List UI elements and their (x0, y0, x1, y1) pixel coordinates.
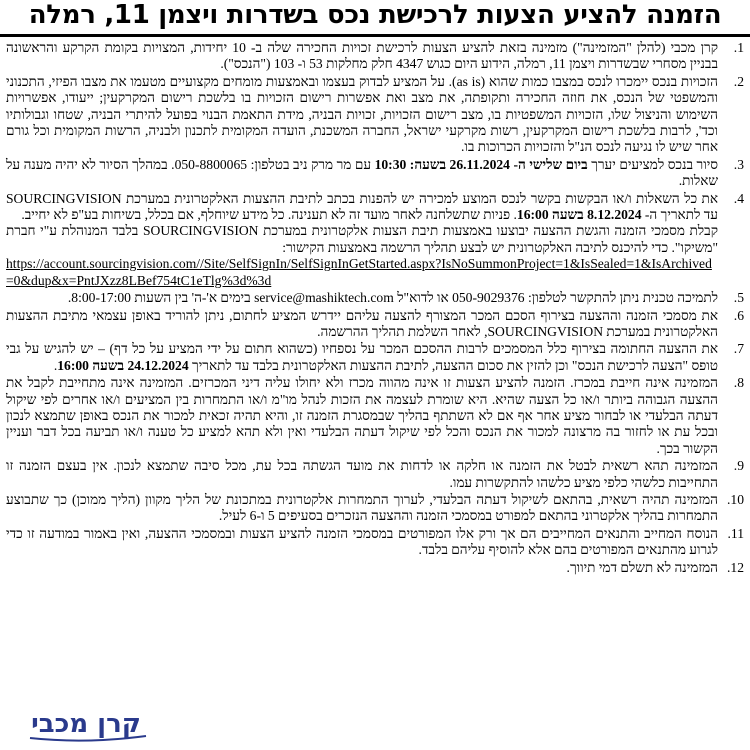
clause-number: 11. (727, 525, 744, 541)
logo-mark (12, 700, 160, 744)
clause-text: הנוסח המחייב והתנאים המחייבים הם אך ורק אלו המפורטים במסמכי הזמנה להציע הצעות ובמסמכי ההצעה, ואין באמור במודעה זו כדי לגרוע מהתנאים המפורטים בהם אלא להוסיף עליהם בלבד. (6, 525, 718, 558)
headline-divider (0, 34, 750, 37)
clause-11 (6, 526, 744, 559)
clause-text-pre: את כל השאלות ו/או הבקשות בקשר לנכס המוצע למכירה יש להפנות בכתב לתיבת ההצעות האלקטרונית במערכת SOURCINGVISION עד לתאריך ה- (6, 190, 718, 223)
clause-number: 5. (733, 290, 744, 306)
clause-text-pre: את ההצעה החתומה בצירוף כלל המסמכים לרבות ההסכם המכר על נספחיו (כשהוא חתום על ידי המציע על כל דף) – יש להגיש על גבי טופס "הצעה לרכישת הנכס" וכן להזין את סכום ההצעה, לתיבת ההצעות האלקטרונית בלבד עד לתאריך (6, 341, 718, 373)
clause-number: 9. (733, 458, 744, 474)
clause-text-pre: סיור בנכס למציעים יערך (587, 156, 719, 172)
registration-link[interactable]: https://account.sourcingvision.com//Site/SelfSignIn/SelfSignInGetStarted.aspx?IsNoSummonProject=1&IsSealed=1&IsArchived=0&dup&x=PntJXzz8LBef754tC1eTlg%3d%3d (6, 256, 712, 288)
clause-text: המזמינה לא תשלם דמי תיווך. (566, 559, 718, 575)
clause-text: המזמינה תהא רשאית לבטל את הזמנה או חלקה או לדחות את מועד הגשתה בכל עת, מכל סיבה שתמצא לנכון. אין בעצם הזמנה זו התחייבות כלשהי כלפי מציע כלשהו להתקשרות עמו. (6, 458, 718, 490)
questions-deadline: 8.12.2024 בשעה 16:00 (516, 207, 642, 223)
clause-text: המזמינה אינה חייבת במכרז. הזמנה להציע הצעות זו אינה מהווה מכרז ולא יחולו עליה דיני המכרזים. המזמינה אינה מתחייבת לקבל את ההצעה הגבוהה ביותר ו/או כל הצעה שהיא. היא שומרת לעצמה את הזכות לנהל מו"מ ו/או התמחרות בין המציעים ו/או אחרים לפי שיקול דעתה הבלעדי או לבחור מציע אחר אף אם לא השתתף בהליך שבמסגרת הזמנה זו, והיא תהיה זכאית למכור את הנכס באופן שתמצא לנכון ובכל עת או לחזור בה מרצונה למכור את הנכס והכל לפי שיקול דעתה הבלעדי ואין ולא תהא למציע כל טענה ו/או תביעה בכל דבר ועניין הקשור בכך. (6, 375, 718, 456)
clause-text-post: . (53, 357, 58, 373)
clause-number: 2. (733, 73, 744, 89)
logo-text: קרן מכבי (31, 709, 141, 739)
clause-text: את מסמכי הזמנה וההצעה בצירוף הסכם המכר המצורף להצעה עליהם יידרש המציע לחתום, ניתן להוריד באופן עצמאי מתיבת ההצעות האלקטרונית במערכת SOURCINGVISION, לאחר השלמת תהליך ההרשמה. (6, 307, 718, 339)
clause-number: 4. (733, 190, 744, 206)
clause-7 (6, 341, 744, 374)
clause-number: 6. (733, 307, 744, 323)
clause-number: 7. (733, 341, 744, 357)
clause-4 (6, 191, 744, 289)
clause-text: הזכויות בנכס יימכרו לנכס במצבו כמות שהוא (as is). על המציע לבדוק בעצמו ובאמצעות מומחים מקצועיים מטעמו את מצבו הפיזי, התכנוני והמשפטי של הנכס, את חוזה החכירה ותקופתה, את מצב ואת אפשרות רישום הזכויות בו בלשכת רישום המקרקעין; ייעודו, אפשרויות השימוש והניצול שלו, הזכויות המשפטיות בו, מצב רישום הזכויות, זכויות הבניה, מידת התאמת הבנוי בפועל להיתרי הבניה, שטחו וגבולותיו וכד', לרבות בלשכת רישום המקרקעין, רשות מקרקעי ישראל, החברה המשכנת, הועדה המקומית לתכנון ולבניה, הרשות המקומית וכל גורם אחר שיש לו נגיעה לנכס הנ"ל והזכויות הכרוכות בו. (6, 73, 718, 155)
tour-date: ביום שלישי ה- 26.11.2024 בשעה: 10:30 (374, 156, 588, 172)
submission-deadline: 24.12.2024 בשעה 16:00 (57, 357, 189, 373)
maccabi-fund-logo (12, 700, 160, 744)
clause-5 (6, 290, 744, 306)
clause-1 (6, 40, 744, 73)
headline: הזמנה להציע הצעות לרכישת נכס בשדרות ויצמן 11, רמלה (28, 0, 722, 30)
clause-text (6, 191, 718, 289)
clause-text: קרן מכבי (להלן "המזמינה") מזמינה בזאת להציע הצעות לרכישת זכויות החכירה שלה ב- 10 יחידות, המצויות בקומת הקרקע והראשונה בבניין מסחרי שבשדרות ויצמן 11, רמלה, הידוע היום כגוש 4347 חלק מחלקות 53 ו- 103 ("הנכס"). (6, 40, 718, 72)
clause-text-post: עם מר מרק ניב בטלפון: 050-8800065. במהלך הסיור לא יהיה מענה על שאלות. (6, 156, 718, 189)
clause-text-post: . פניות שתשלחנה לאחר מועד זה לא תענינה. כל מידע שיוחלף, אם בכלל, בשיחות בע"פ לא יחייב. (21, 207, 517, 223)
clause-3 (6, 157, 744, 190)
clause-8 (6, 375, 744, 457)
registration-note: קבלת מסמכי הזמנה והגשת ההצעה יבוצעו באמצעות תיבת הצעות אלקטרונית במערכת SOURCINGVISION בלבד המנוהלת ע"י חברת "משיקו". כדי להיכנס לתיבה האלקטרונית יש לבצע תהליך הרשמה באמצעות הקישור: (6, 223, 718, 255)
clause-number: 1. (733, 40, 744, 55)
clause-number: 3. (733, 156, 744, 172)
clause-text: המזמינה תהיה רשאית, בהתאם לשיקול דעתה הבלעדי, לערוך התמחרות אלקטרונית במתכונת של הליך מקוון (הליך ממוכן) כך שתבוצע התמחרות בהליך אלקטרוני בהתאם למפורט במסמכי הזמנה וההצעה הנזכרים בסעיפים 5 ו-6 לעיל. (6, 491, 718, 524)
clause-text (6, 341, 718, 374)
clause-12 (6, 560, 744, 576)
clause-6 (6, 308, 744, 341)
clause-2 (6, 74, 744, 156)
clause-text: לתמיכה טכנית ניתן להתקשר לטלפון: 050-9029376 או לדוא"ל service@mashiktech.com בימים א'-ה' בין השעות 8:00-17:00. (67, 290, 718, 306)
clause-9 (6, 458, 744, 491)
clause-10 (6, 492, 744, 525)
clause-text (6, 157, 718, 190)
clause-number: 12. (727, 559, 744, 575)
clause-number: 8. (733, 375, 744, 391)
clause-number: 10. (727, 491, 744, 507)
clauses-list (6, 40, 744, 748)
